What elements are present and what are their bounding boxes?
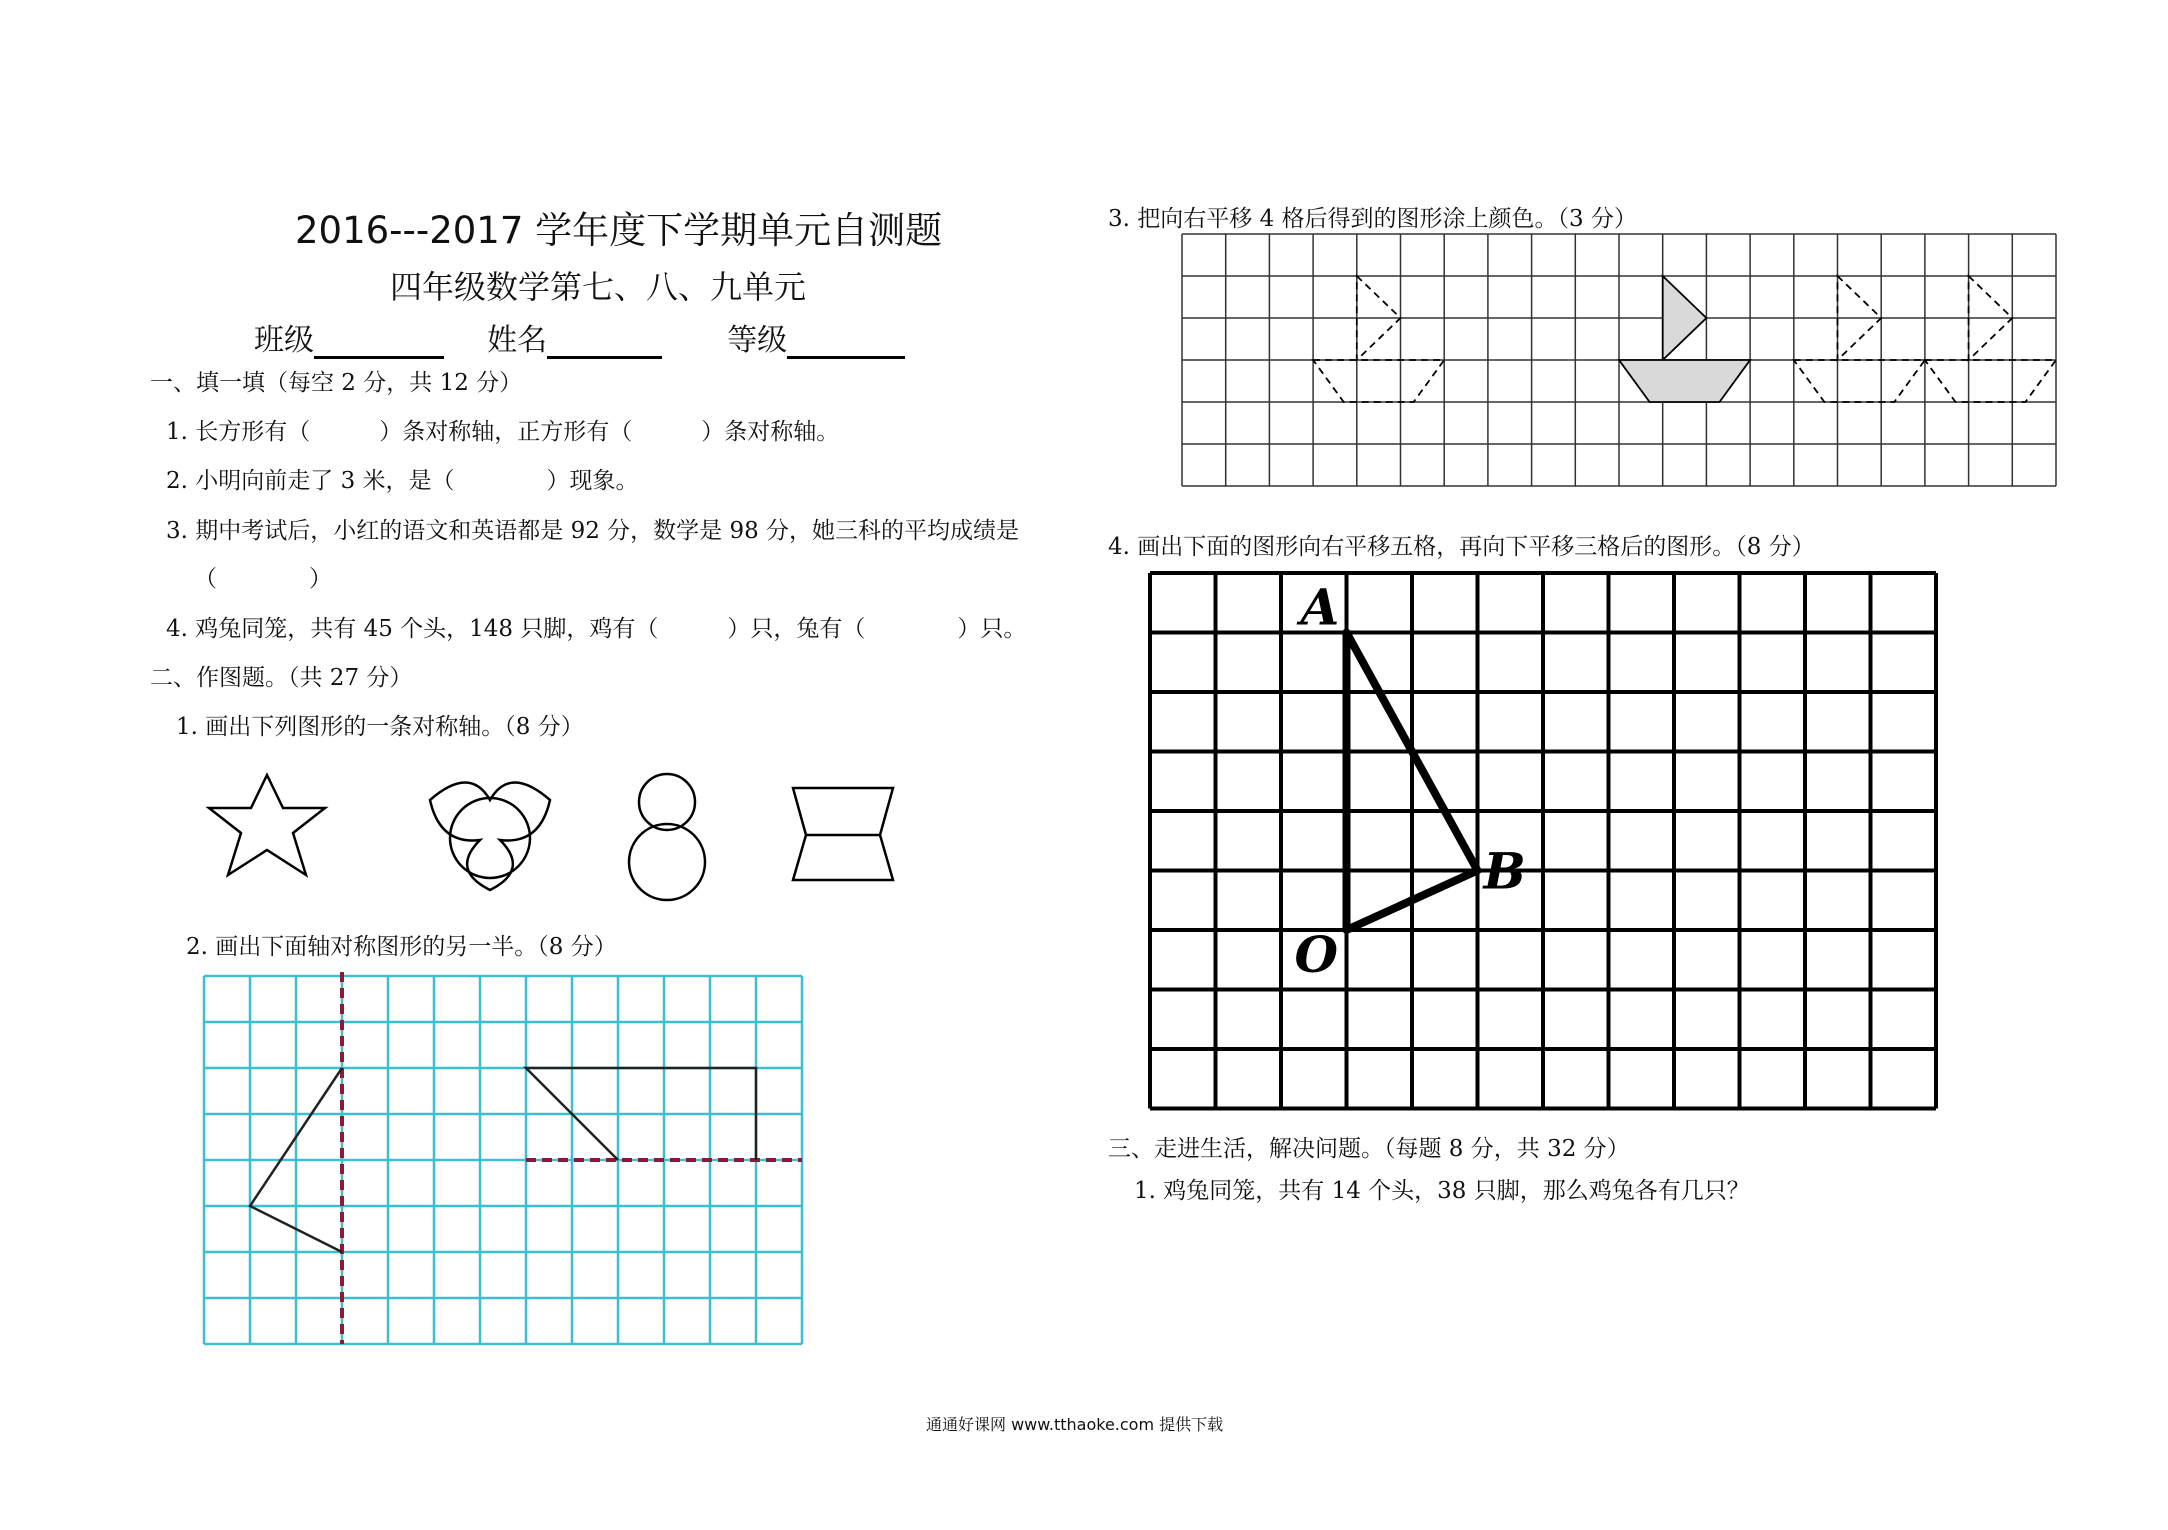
point-label-a: A: [1300, 577, 1340, 637]
point-label-b: B: [1483, 841, 1526, 901]
s1-question-3: 3. 期中考试后，小红的语文和英语都是 92 分，数学是 98 分，她三科的平均成绩是: [166, 518, 1020, 544]
class-blank[interactable]: [314, 326, 444, 359]
boat-dashed-3: [1925, 276, 2056, 402]
s1-question-2: 2. 小明向前走了 3 米，是（ ）现象。: [166, 468, 639, 494]
hull: [1925, 360, 2056, 402]
grade-blank[interactable]: [787, 326, 905, 359]
name-blank[interactable]: [547, 326, 662, 359]
page-subtitle: 四年级数学第七、八、九单元: [390, 268, 807, 306]
sail: [1663, 276, 1707, 360]
student-info-row: [254, 315, 905, 359]
s2-question-2: 2. 画出下面轴对称图形的另一半。（8 分）: [186, 934, 617, 960]
s1-question-1: 1. 长方形有（ ）条对称轴，正方形有（ ）条对称轴。: [166, 419, 840, 445]
s1-question-4: 4. 鸡兔同笼，共有 45 个头，148 只脚，鸡有（ ）只，兔有（ ）只。: [166, 616, 1027, 642]
triangle-grid[interactable]: [1140, 565, 1940, 1105]
s3-question-1: 1. 鸡兔同笼，共有 14 个头，38 只脚，那么鸡兔各有几只？: [1134, 1178, 1750, 1204]
name-label: 姓名: [487, 323, 548, 358]
class-label: 班级: [254, 323, 314, 358]
boat-filled: [1619, 276, 1750, 402]
boat-dashed-1: [1313, 276, 1444, 402]
point-label-o: O: [1294, 925, 1339, 984]
s2-question-1: 1. 画出下列图形的一条对称轴。（8 分）: [176, 714, 584, 740]
hull: [1619, 360, 1750, 402]
footer-credit: 通通好课网 www.tthaoke.com 提供下载: [926, 1415, 1224, 1434]
section2-heading: 二、作图题。（共 27 分）: [150, 665, 413, 691]
hull: [1794, 360, 1925, 402]
page-title: 2016---2017 学年度下学期单元自测题: [295, 209, 943, 252]
trefoil-shape[interactable]: [430, 783, 550, 891]
s2-question-3: 3. 把向右平移 4 格后得到的图形涂上颜色。（3 分）: [1108, 206, 1637, 232]
grade-label: 等级: [727, 323, 788, 358]
translation-grid[interactable]: [1180, 232, 2060, 488]
figure-eight-shape[interactable]: [629, 774, 705, 900]
s2-question-4: 4. 画出下面的图形向右平移五格，再向下平移三格后的图形。（8 分）: [1108, 534, 1815, 560]
blue-grid[interactable]: [202, 974, 802, 1304]
section1-heading: 一、填一填（每空 2 分，共 12 分）: [150, 370, 523, 396]
boat-dashed-2: [1794, 276, 1925, 402]
section3-heading: 三、走进生活，解决问题。（每题 8 分，共 32 分）: [1108, 1136, 1630, 1162]
star-shape[interactable]: [209, 775, 325, 875]
symmetry-shapes: [200, 760, 940, 920]
hull: [1313, 360, 1444, 402]
s1-question-3-blank: （ ）: [194, 566, 332, 592]
